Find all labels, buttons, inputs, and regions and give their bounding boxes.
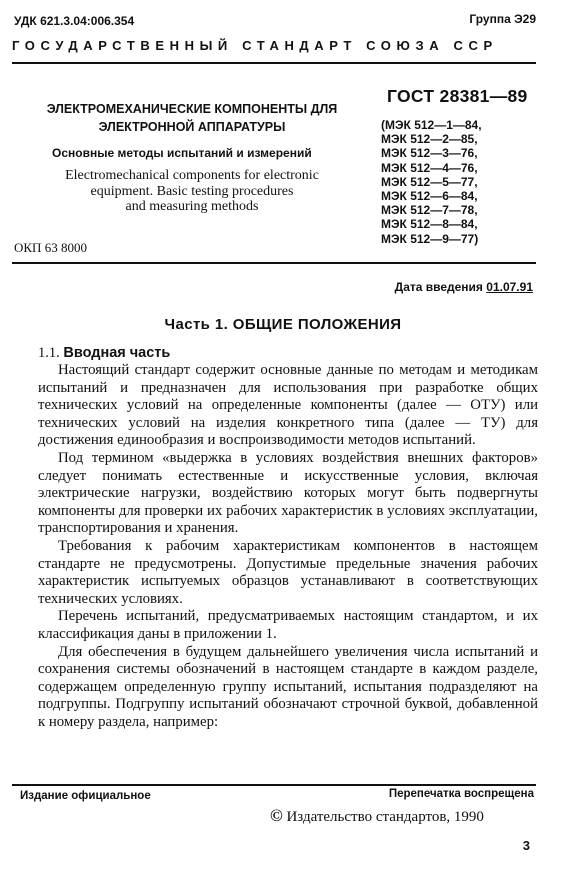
title-en-line-2: equipment. Basic testing procedures xyxy=(90,183,294,199)
udk-code: УДК 621.3.04:006.354 xyxy=(14,14,135,28)
iec-reference: МЭК 512—9—77) xyxy=(381,231,479,246)
section-number: 1.1. xyxy=(38,345,60,361)
part-title: Часть 1. ОБЩИЕ ПОЛОЖЕНИЯ xyxy=(164,316,402,333)
intro-date xyxy=(395,280,533,294)
document-subtitle-ru: Основные методы испытаний и измерений xyxy=(52,146,312,160)
section-heading xyxy=(38,345,170,362)
iec-reference: (МЭК 512—1—84, xyxy=(381,118,482,132)
gost-number: ГОСТ 28381—89 xyxy=(387,86,528,106)
title-ru-line-1: ЭЛЕКТРОМЕХАНИЧЕСКИЕ КОМПОНЕНТЫ ДЛЯ xyxy=(46,102,338,116)
title-en-line-3: and measuring methods xyxy=(125,199,259,214)
body-paragraph: Требования к рабочим характеристикам компонентов в настоящем стандарте не предусмотрены. Допустимые предельные значения рабочих характеристик испытуемых образцов устанавливают в соответствующих технических условиях. xyxy=(38,537,538,607)
iec-reference: МЭК 512—4—76, xyxy=(381,160,478,175)
section-title: Вводная часть xyxy=(63,345,171,361)
title-ru-line-2: ЭЛЕКТРОННОЙ АППАРАТУРЫ xyxy=(98,120,286,134)
state-standard-heading: ГОСУДАРСТВЕННЫЙ СТАНДАРТ СОЮЗА ССР xyxy=(12,38,498,53)
edition-label: Издание официальное xyxy=(20,790,151,802)
title-en-line-1: Electromechanical components for electronic xyxy=(65,168,319,183)
copyright-icon: © xyxy=(270,806,283,825)
copyright-text: Издательство стандартов, 1990 xyxy=(286,809,484,825)
iec-reference: МЭК 512—3—76, xyxy=(381,146,478,161)
okp-code: ОКП 63 8000 xyxy=(14,240,87,255)
copyright-line xyxy=(270,806,484,826)
title-block-divider xyxy=(12,262,536,264)
iec-reference: МЭК 512—5—77, xyxy=(381,174,478,189)
iec-reference: МЭК 512—8—84, xyxy=(381,217,478,232)
intro-date-value: 01.07.91 xyxy=(486,280,533,294)
reprint-notice: Перепечатка воспрещена xyxy=(388,788,534,800)
body-paragraph: Настоящий стандарт содержит основные данные по методам и методикам испытаний и предназначен для использования при разработке общих технических условий на определенные компоненты (далее — ОТУ) или технических условий на изделия конкретного типа (далее — ТУ) для достижения единообразия и воспроизводимости методов испытаний. xyxy=(38,362,538,449)
intro-date-label: Дата введения xyxy=(394,280,483,294)
header-divider xyxy=(12,62,536,64)
body-paragraph: Под термином «выдержка в условиях воздействия внешних факторов» следует понимать естественные и искусственные условия, включая электрические нагрузки, воздействию которых могут быть подвергнуты компоненты для проверки их рабочих характеристик в условиях эксплуатации, транспортирования и хранения. xyxy=(38,449,538,537)
iec-reference: МЭК 512—7—78, xyxy=(381,203,478,218)
body-text xyxy=(38,362,538,731)
document-title-en xyxy=(30,168,354,215)
group-code: Группа Э29 xyxy=(469,12,536,26)
footer-divider xyxy=(12,784,536,786)
body-paragraph: Для обеспечения в будущем дальнейшего увеличения числа испытаний и сохранения системы обозначений в настоящем стандарте в каждом разделе, содержащем определенную группу испытаний, испытания подразделяют на подгруппы. Подгруппу испытаний обозначают строчной буквой, добавленной к номеру раздела, например: xyxy=(38,643,538,730)
body-paragraph: Перечень испытаний, предусматриваемых настоящим стандартом, и их классификация даны в приложении 1. xyxy=(38,608,538,642)
document-title-ru xyxy=(22,100,362,136)
iec-reference: МЭК 512—6—84, xyxy=(381,189,478,204)
iec-reference-list xyxy=(381,118,482,246)
iec-reference: МЭК 512—2—85, xyxy=(381,132,478,147)
page-number: 3 xyxy=(522,838,530,853)
